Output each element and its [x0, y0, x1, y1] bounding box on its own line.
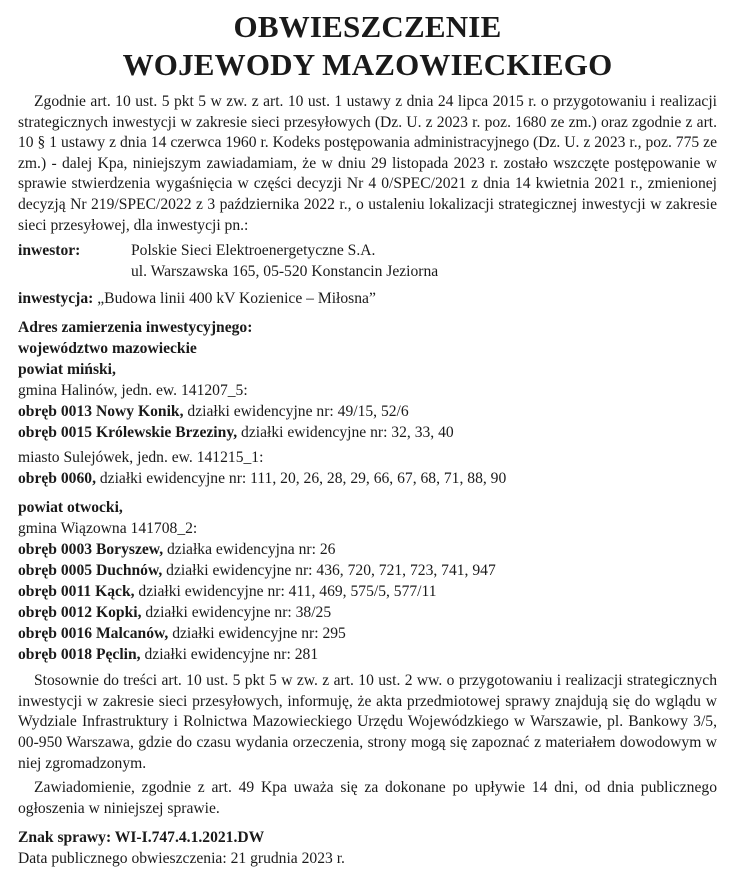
parcel-numbers: działki ewidencyjne nr: 32, 33, 40	[237, 424, 454, 442]
parcel-entry	[18, 560, 717, 581]
publication-date: Data publicznego obwieszczenia: 21 grudnia 2023 r.	[18, 850, 345, 868]
parcel-numbers: działki ewidencyjne nr: 38/25	[141, 604, 332, 622]
county-otwocki: powiat otwocki,	[18, 499, 123, 517]
county-minski: powiat miński,	[18, 361, 116, 379]
precinct-name: obręb 0015 Królewskie Brzeziny,	[18, 424, 238, 442]
commune-sulejowek: miasto Sulejówek, jedn. ew. 141215_1:	[18, 449, 264, 467]
case-number: Znak sprawy: WI-I.747.4.1.2021.DW	[18, 829, 265, 847]
title-line-1: OBWIESZCZENIE	[233, 9, 502, 44]
parcel-numbers: działki ewidencyjne nr: 436, 720, 721, 723, 741, 947	[162, 562, 496, 580]
precinct-name: obręb 0005 Duchnów,	[18, 562, 163, 580]
precinct-name: obręb 0012 Kopki,	[18, 604, 142, 622]
address-heading: Adres zamierzenia inwestycyjnego:	[18, 319, 253, 337]
notification-paragraph: Zawiadomienie, zgodnie z art. 49 Kpa uważa się za dokonane po upływie 14 dni, od dnia publicznego ogłoszenia w niniejszej sprawie.	[18, 779, 717, 817]
title-line-2: WOJEWODY MAZOWIECKIEGO	[122, 47, 613, 82]
parcel-entry	[18, 401, 717, 422]
precinct-name: obręb 0011 Kąck,	[18, 583, 135, 601]
precinct-name: obręb 0060,	[18, 470, 96, 488]
parcel-numbers: działki ewidencyjne nr: 281	[140, 646, 319, 664]
parcel-entry	[18, 422, 717, 443]
commune-halinow: gmina Halinów, jedn. ew. 141207_5:	[18, 382, 248, 400]
precinct-name: obręb 0018 Pęclin,	[18, 646, 141, 664]
parcel-entry	[18, 581, 717, 602]
parcel-numbers: działki ewidencyjne nr: 49/15, 52/6	[183, 403, 409, 421]
investor-details	[131, 240, 438, 282]
investor-label: inwestor:	[18, 242, 81, 260]
investment-line	[18, 288, 717, 309]
investor-name: Polskie Sieci Elektroenergetyczne S.A.	[131, 242, 376, 260]
precinct-name: obręb 0016 Malcanów,	[18, 625, 169, 643]
precinct-name: obręb 0013 Nowy Konik,	[18, 403, 184, 421]
commune-wiazowna: gmina Wiązowna 141708_2:	[18, 520, 198, 538]
parcel-numbers: działki ewidencyjne nr: 295	[168, 625, 346, 643]
parcel-numbers: działki ewidencyjne nr: 111, 20, 26, 28, 29, 66, 67, 68, 71, 88, 90	[95, 470, 507, 488]
parcel-numbers: działka ewidencyjna nr: 26	[163, 541, 336, 559]
parcel-entry	[18, 623, 717, 644]
access-paragraph: Stosownie do treści art. 10 ust. 5 pkt 5 w zw. z art. 10 ust. 2 ww. o przygotowaniu i realizacji strategicznych inwestycji w zakresie sieci przesyłowych, informuję, że akta przedmiotowej sprawy znajdują się do wglądu w Wydziale Infrastruktury i Rolnictwa Mazowieckiego Urzędu Wojewódzkiego w Warszawie, pl. Bankowy 3/5, 00-950 Warszawa, gdzie do czasu wydania orzeczenia, strony mogą się zapoznać z materiałem dowodowym w niej zgromadzonym.	[18, 672, 717, 772]
investment-label: inwestycja:	[18, 290, 94, 308]
investor-block	[18, 240, 717, 282]
precinct-name: obręb 0003 Boryszew,	[18, 541, 164, 559]
intro-paragraph: Zgodnie art. 10 ust. 5 pkt 5 w zw. z art. 10 ust. 1 ustawy z dnia 24 lipca 2015 r. o przygotowaniu i realizacji strategicznych inwestycji w zakresie sieci przesyłowych (Dz. U. z 2023 r. poz. 1680 ze zm.) oraz zgodnie z art. 10 § 1 ustawy z dnia 14 czerwca 1960 r. Kodeks postępowania administracyjnego (Dz. U. z 2023 r., poz. 775 ze zm.) - dalej Kpa, niniejszym zawiadamiam, że w dniu 29 listopada 2023 r. zostało wszczęte postępowanie w sprawie stwierdzenia wygaśnięcia w części decyzji Nr 4 0/SPEC/2021 z dnia 14 kwietnia 2021 r., zmienionej decyzją Nr 219/SPEC/2022 z 3 października 2022 r., o ustaleniu lokalizacji strategicznej inwestycji w zakresie sieci przesyłowej, dla inwestycji pn.:	[18, 93, 717, 234]
parcel-entry	[18, 644, 717, 665]
parcel-entry	[18, 602, 717, 623]
investor-address: ul. Warszawska 165, 05-520 Konstancin Jeziorna	[131, 263, 439, 281]
parcel-numbers: działki ewidencyjne nr: 411, 469, 575/5, 577/11	[134, 583, 437, 601]
voivodeship: województwo mazowieckie	[18, 340, 197, 358]
parcel-entry	[18, 468, 717, 489]
investment-value: „Budowa linii 400 kV Kozienice – Miłosna”	[93, 290, 376, 308]
parcel-entry	[18, 539, 717, 560]
